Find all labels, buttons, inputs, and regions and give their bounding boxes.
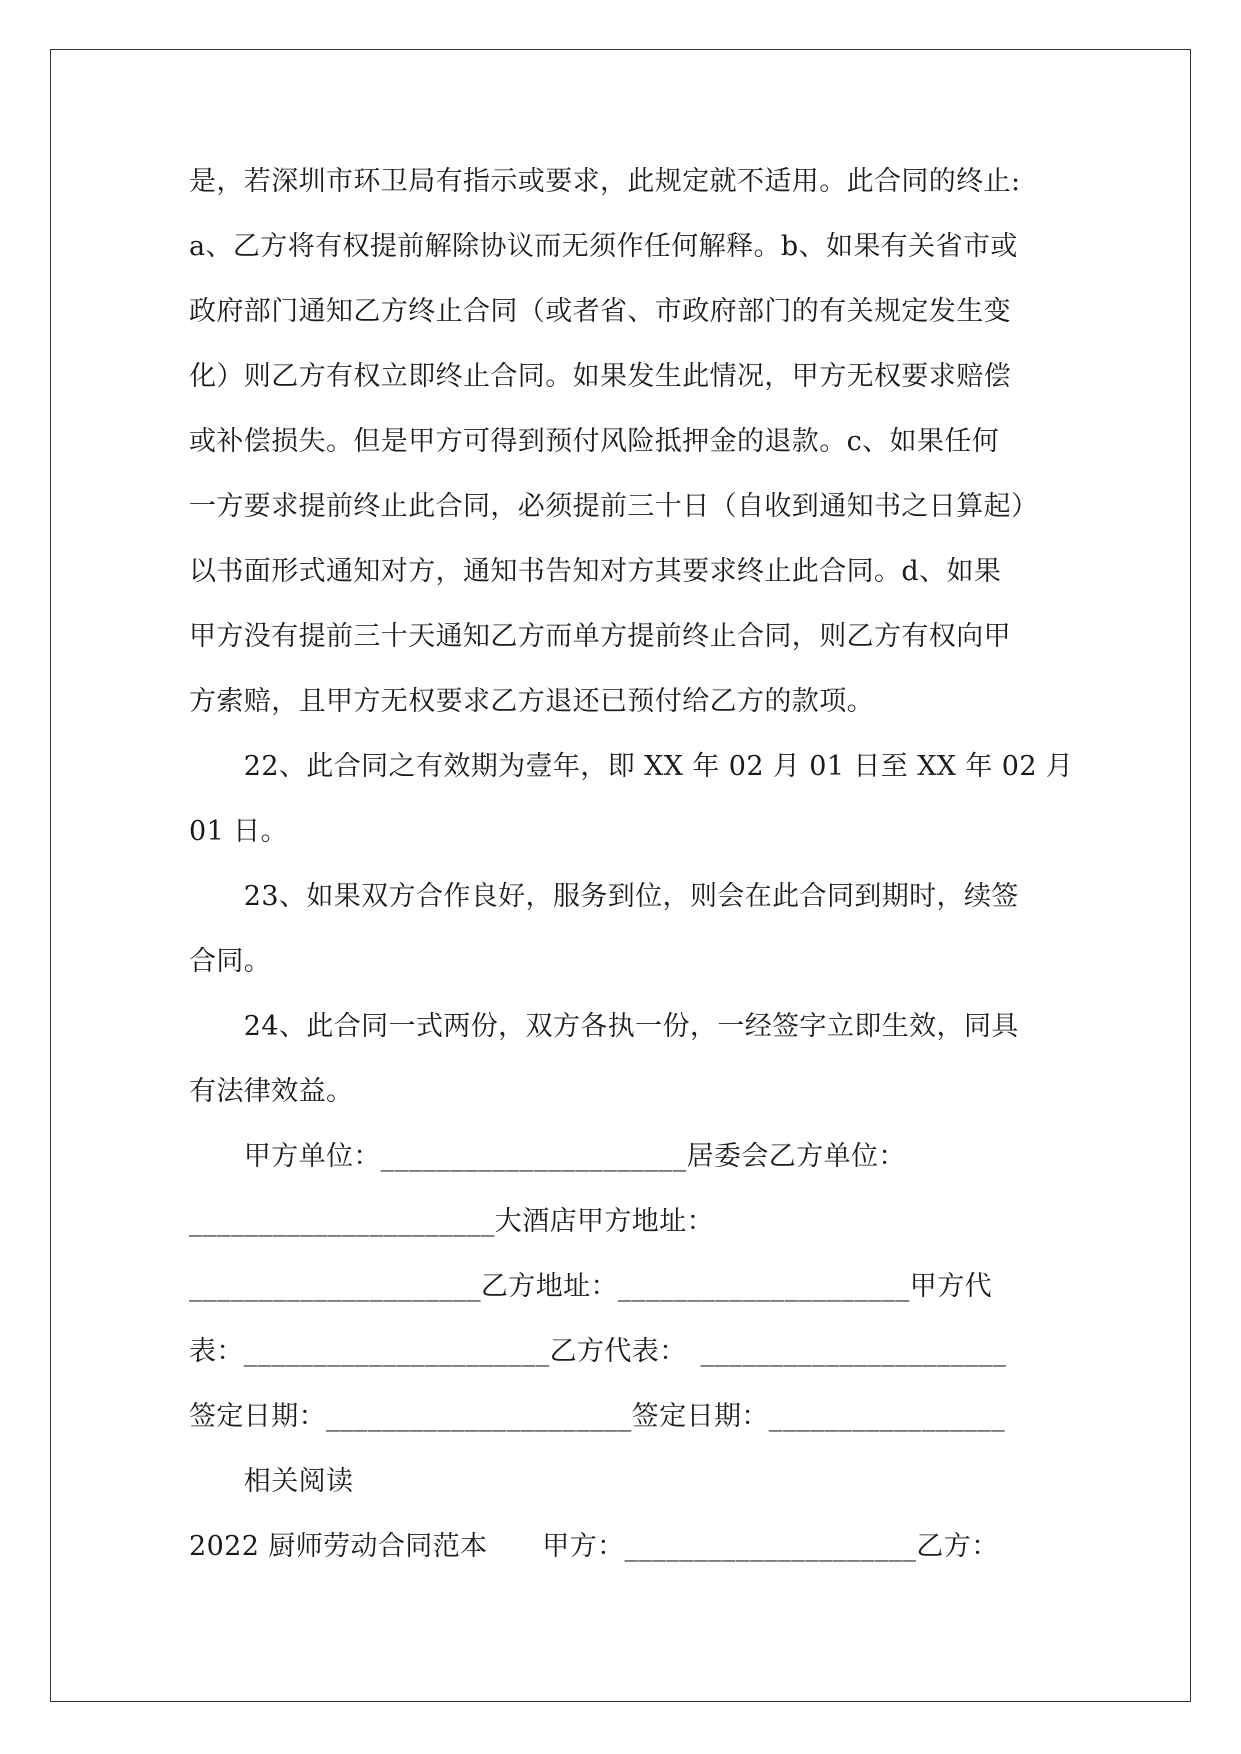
clause-22: 22、此合同之有效期为壹年，即 XX 年 02 月 01 日至 XX 年 02 月 — [189, 751, 1074, 782]
clause-23: 23、如果双方合作良好，服务到位，则会在此合同到期时，续签 — [189, 881, 1019, 912]
signature-representatives: 表：______________________乙方代表： ______________________ — [189, 1336, 1007, 1367]
related-reading-heading: 相关阅读 — [189, 1466, 354, 1497]
text-line: 有法律效益。 — [189, 1076, 354, 1107]
related-reading-item[interactable]: 2022 厨师劳动合同范本 甲方：_____________________乙方： — [189, 1531, 999, 1562]
text-line: 合同。 — [189, 946, 272, 977]
text-line: 化）则乙方有权立即终止合同。如果发生此情况，甲方无权要求赔偿 — [189, 361, 1011, 392]
text-line: 甲方没有提前三十天通知乙方而单方提前终止合同，则乙方有权向甲 — [189, 621, 1011, 652]
signature-party-a-address: ______________________大酒店甲方地址： — [189, 1206, 714, 1237]
signature-dates: 签定日期：______________________签定日期：_________________ — [189, 1401, 1006, 1432]
text-line: a、乙方将有权提前解除协议而无须作任何解释。b、如果有关省市或 — [189, 231, 1018, 262]
signature-party-b-address: _____________________乙方地址：_____________________甲方代 — [189, 1271, 992, 1302]
text-line: 以书面形式通知对方，通知书告知对方其要求终止此合同。d、如果 — [189, 556, 1002, 587]
text-line: 方索赔，且甲方无权要求乙方退还已预付给乙方的款项。 — [189, 686, 874, 717]
text-line: 一方要求提前终止此合同，必须提前三十日（自收到通知书之日算起） — [189, 491, 1039, 522]
text-line: 01 日。 — [189, 816, 288, 847]
signature-party-a-unit: 甲方单位：______________________居委会乙方单位： — [189, 1141, 906, 1172]
text-line: 或补偿损失。但是甲方可得到预付风险抵押金的退款。c、如果任何 — [189, 426, 1000, 457]
text-line: 政府部门通知乙方终止合同（或者省、市政府部门的有关规定发生变 — [189, 296, 1011, 327]
text-line: 是，若深圳市环卫局有指示或要求，此规定就不适用。此合同的终止: — [189, 166, 1021, 197]
clause-24: 24、此合同一式两份，双方各执一份，一经签字立即生效，同具 — [189, 1011, 1019, 1042]
